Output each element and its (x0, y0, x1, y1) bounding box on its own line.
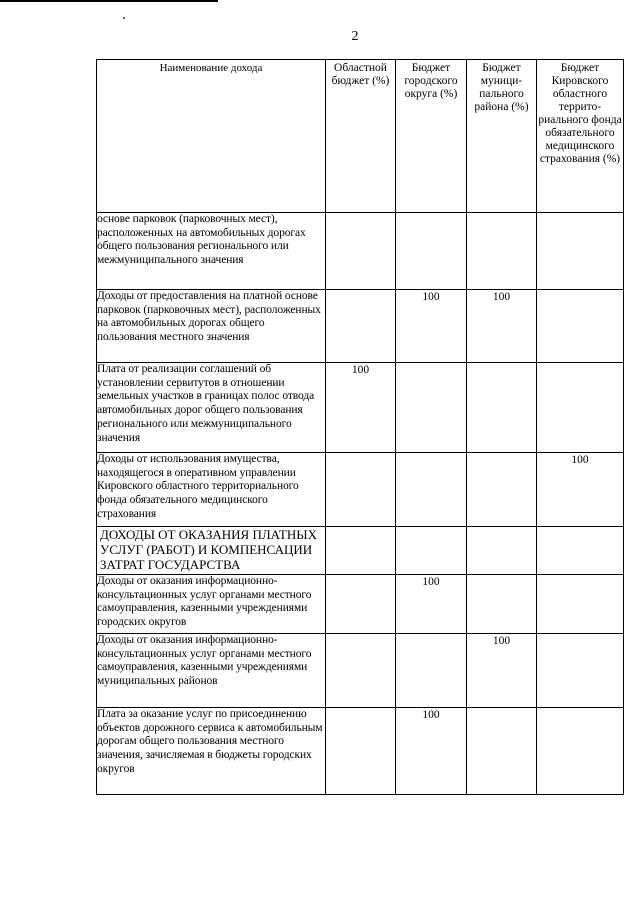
municipal-share-cell (467, 575, 537, 634)
regional-share-cell (326, 575, 396, 634)
table-row (97, 708, 624, 795)
municipal-share-cell (467, 708, 537, 795)
medical-fund-share-cell (537, 290, 624, 363)
income-name-cell: основе парковок (парковочных мест), расположенных на автомобильных дорогах общего пользования регионального или межмуниципального значения (97, 213, 326, 290)
table-section-row (97, 527, 624, 575)
regional-share-cell (326, 453, 396, 527)
table-row (97, 453, 624, 527)
table-row (97, 363, 624, 453)
medical-fund-share-cell (537, 363, 624, 453)
income-name-cell: Плата за оказание услуг по присоединению объектов дорожного сервиса к автомобильным дорогам общего пользования местного значения, зачисляемая в бюджеты городских округов (97, 708, 326, 795)
medical-fund-share-cell (537, 213, 624, 290)
income-name-cell: Доходы от предоставления на платной основе парковок (парковочных мест), расположенных на автомобильных дорогах общего пользования местного значения (97, 290, 326, 363)
city-share-cell: 100 (396, 708, 467, 795)
municipal-share-cell: 100 (467, 290, 537, 363)
city-share-cell (396, 213, 467, 290)
regional-share-cell: 100 (326, 363, 396, 453)
regional-share-cell (326, 527, 396, 575)
header-medical-fund-budget: Бюджет Кировского областного террито-риального фонда обязательного медицинского страхования (%) (537, 60, 624, 213)
scan-speck (123, 17, 125, 19)
header-municipal-budget: Бюджет муници-пального района (%) (467, 60, 537, 213)
municipal-share-cell (467, 453, 537, 527)
header-income-name: Наименование дохода (97, 60, 326, 213)
city-share-cell: 100 (396, 290, 467, 363)
municipal-share-cell (467, 527, 537, 575)
municipal-share-cell (467, 213, 537, 290)
city-share-cell (396, 527, 467, 575)
section-heading-cell: ДОХОДЫ ОТ ОКАЗАНИЯ ПЛАТНЫХ УСЛУГ (РАБОТ) И КОМПЕНСАЦИИ ЗАТРАТ ГОСУДАРСТВА (97, 527, 326, 575)
city-share-cell (396, 634, 467, 708)
header-city-budget: Бюджет городского округа (%) (396, 60, 467, 213)
city-share-cell (396, 453, 467, 527)
city-share-cell: 100 (396, 575, 467, 634)
regional-share-cell (326, 290, 396, 363)
table-header-row (97, 60, 624, 213)
table-row (97, 290, 624, 363)
medical-fund-share-cell (537, 527, 624, 575)
medical-fund-share-cell (537, 575, 624, 634)
income-name-cell: Плата от реализации соглашений об установлении сервитутов в отношении земельных участков в границах полос отвода автомобильных дорог общего пользования регионального или межмуниципального значения (97, 363, 326, 453)
page-number: 2 (351, 29, 359, 44)
scan-edge-line (0, 0, 218, 2)
regional-share-cell (326, 213, 396, 290)
regional-share-cell (326, 634, 396, 708)
header-regional-budget: Областной бюджет (%) (326, 60, 396, 213)
medical-fund-share-cell (537, 634, 624, 708)
income-name-cell: Доходы от оказания информационно-консультационных услуг органами местного самоуправления, казенными учреждениями муниципальных районов (97, 634, 326, 708)
regional-share-cell (326, 708, 396, 795)
medical-fund-share-cell: 100 (537, 453, 624, 527)
municipal-share-cell: 100 (467, 634, 537, 708)
medical-fund-share-cell (537, 708, 624, 795)
income-name-cell: Доходы от использования имущества, находящегося в оперативном управлении Кировского областного территориального фонда обязательного медицинского страхования (97, 453, 326, 527)
revenue-distribution-table (96, 59, 624, 795)
table-row (97, 213, 624, 290)
city-share-cell (396, 363, 467, 453)
municipal-share-cell (467, 363, 537, 453)
income-name-cell: Доходы от оказания информационно-консультационных услуг органами местного самоуправления, казенными учреждениями городских округов (97, 575, 326, 634)
table-row (97, 634, 624, 708)
table-row (97, 575, 624, 634)
